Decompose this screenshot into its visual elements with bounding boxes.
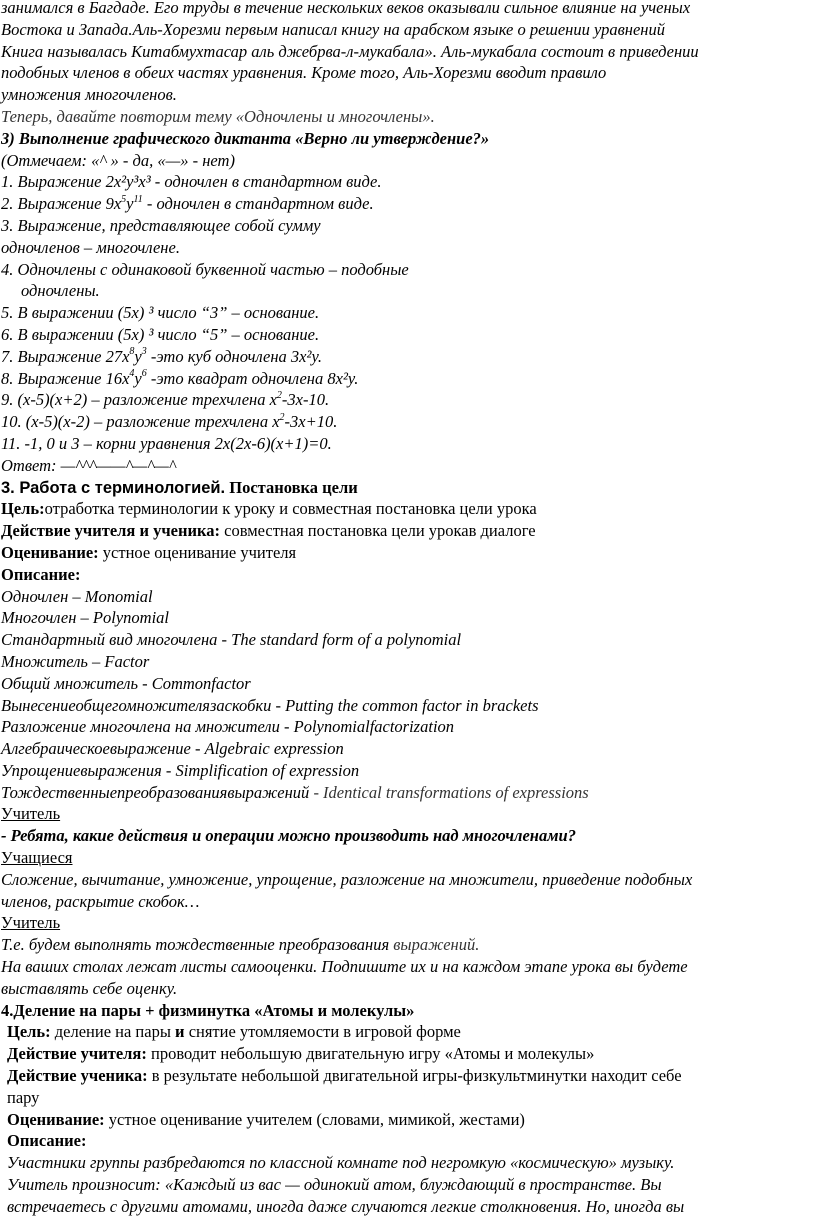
section3-desc-label: Описание: bbox=[1, 564, 81, 584]
dictation-item-11: 11. -1, 0 и 3 – корни уравнения 2x(2x-6)(x+1)=0. bbox=[1, 433, 332, 453]
intro-line-6: Теперь, давайте повторим тему «Одночлены и многочлены». bbox=[1, 106, 435, 126]
term-line: Алгебраическоевыражение - Algebraic expression bbox=[1, 739, 344, 759]
students-label: Учащиеся bbox=[1, 848, 73, 868]
self-assessment-1: На ваших столах лежат листы самооценки. Подпишите их и на каждом этапе урока вы будете bbox=[1, 957, 688, 977]
dictation-heading: 3) Выполнение графического диктанта «Верно ли утверждение?» bbox=[1, 128, 490, 148]
section4-desc-line: Учитель произносит: «Каждый из вас — одинокий атом, блуждающий в пространстве. Вы bbox=[7, 1175, 662, 1195]
teacher-label: Учитель bbox=[1, 804, 61, 824]
students-answer-2: членов, раскрытие скобок… bbox=[1, 891, 200, 911]
dictation-item-8: 8. Выражение $16x^4y^6$ -это квадрат одночлена 8x²y. bbox=[1, 368, 359, 388]
dictation-item-3b: одночленов – многочлене. bbox=[1, 237, 180, 257]
dictation-item-1: 1. Выражение 2x²y³x³ - одночлен в стандартном виде. bbox=[1, 172, 382, 192]
term-line: Стандартный вид многочлена - The standard form of a polynomial bbox=[1, 630, 462, 650]
term-line: Одночлен – Monomial bbox=[1, 586, 153, 606]
term-line: Общий множитель - Commonfactor bbox=[1, 673, 251, 693]
intro-line-1: занимался в Багдаде. Его труды в течение нескольких веков оказывали сильное влияние на ученых bbox=[1, 0, 691, 17]
dictation-item-3a: 3. Выражение, представляющее собой сумму bbox=[1, 215, 321, 235]
dictation-answer: Ответ: —^^^——^—^—^ bbox=[1, 455, 176, 475]
term-line: Разложение многочлена на множители - Polynomialfactorization bbox=[1, 717, 455, 737]
section4-eval: Оценивание: устное оценивание учителем (словами, мимикой, жестами) bbox=[7, 1109, 525, 1129]
dictation-marking: (Отмечаем: «^ » - да, «—» - нет) bbox=[1, 150, 235, 170]
self-assessment-2: выставлять себе оценку. bbox=[1, 978, 178, 998]
intro-line-2: Востока и Запада.Аль-Хорезми первым написал книгу на арабском языке о решении уравнений bbox=[1, 19, 665, 39]
intro-line-3: Книга называлась Китабмухтасар аль джебрва-л-мукабала». Аль-мукабала состоит в приведении bbox=[1, 41, 699, 61]
section3-eval: Оценивание: устное оценивание учителя bbox=[1, 542, 297, 562]
students-answer-1: Сложение, вычитание, умножение, упрощение, разложение на множители, приведение подобных bbox=[1, 869, 693, 889]
term-line: Множитель – Factor bbox=[1, 651, 150, 671]
section4-heading: 4.Деление на пары + физминутка «Атомы и молекулы» bbox=[1, 1000, 415, 1020]
section4-goal: Цель: деление на пары и снятие утомляемости в игровой форме bbox=[7, 1022, 461, 1042]
dictation-item-7: 7. Выражение $27x^8y^3$ -это куб одночлена 3x²y. bbox=[1, 346, 322, 366]
section4-desc-label: Описание: bbox=[7, 1131, 87, 1151]
section4-desc-line: Участники группы разбредаются по классной комнате под негромкую «космическую» музыку. bbox=[7, 1153, 675, 1173]
term-line: Многочлен – Polynomial bbox=[1, 608, 169, 628]
intro-line-4: подобных членов в обеих частях уравнения. Кроме того, Аль-Хорезми вводит правило bbox=[1, 63, 607, 83]
section3-goal: Цель:отработка терминологии к уроку и совместная постановка цели урока bbox=[1, 499, 537, 519]
section4-teacher-action: Действие учителя: проводит небольшую двигательную игру «Атомы и молекулы» bbox=[7, 1044, 595, 1064]
term-line-last: Тождественныепреобразованиявыражений - Identical transformations of expressions bbox=[1, 782, 589, 802]
section3-action: Действие учителя и ученика: совместная постановка цели урокав диалоге bbox=[1, 521, 536, 541]
teacher2-text: Т.е. будем выполнять тождественные преобразования выражений. bbox=[1, 935, 480, 955]
teacher-question: - Ребята, какие действия и операции можно производить над многочленами? bbox=[1, 826, 576, 846]
dictation-item-10: 10. (x-5)(x-2) – разложение трехчлена $x^2-3x+10$. bbox=[1, 411, 338, 432]
dictation-item-4a: 4. Одночлены с одинаковой буквенной частью – подобные bbox=[1, 259, 409, 279]
dictation-item-9: 9. (x-5)(x+2) – разложение трехчлена $x^2-3x-10$. bbox=[1, 389, 330, 410]
dictation-item-2: 2. Выражение $9x^5y^{11}$ - одночлен в стандартном виде. bbox=[1, 193, 374, 214]
section4-student-action: Действие ученика: в результате небольшой двигательной игры-физкультминутки находит себе bbox=[7, 1066, 682, 1086]
term-line: Вынесениеобщегомножителязаскобки - Putting the common factor in brackets bbox=[1, 695, 539, 715]
section3-heading: 3. Работа с терминологией. Постановка цели bbox=[1, 477, 358, 497]
teacher2-label: Учитель bbox=[1, 913, 61, 933]
dictation-item-6: 6. В выражении (5x) ³ число “5” – основание. bbox=[1, 324, 320, 344]
term-line: Упрощениевыражения - Simplification of expression bbox=[1, 760, 360, 780]
dictation-item-5: 5. В выражении (5x) ³ число “3” – основание. bbox=[1, 303, 320, 323]
section4-student-action-cont: пару bbox=[7, 1087, 40, 1107]
section4-desc-line: встречаетесь с другими атомами, иногда даже случаются легкие столкновения. Но, иногда вы bbox=[7, 1196, 685, 1216]
dictation-item-4b: одночлены. bbox=[21, 281, 100, 301]
intro-line-5: умножения многочленов. bbox=[1, 85, 177, 105]
